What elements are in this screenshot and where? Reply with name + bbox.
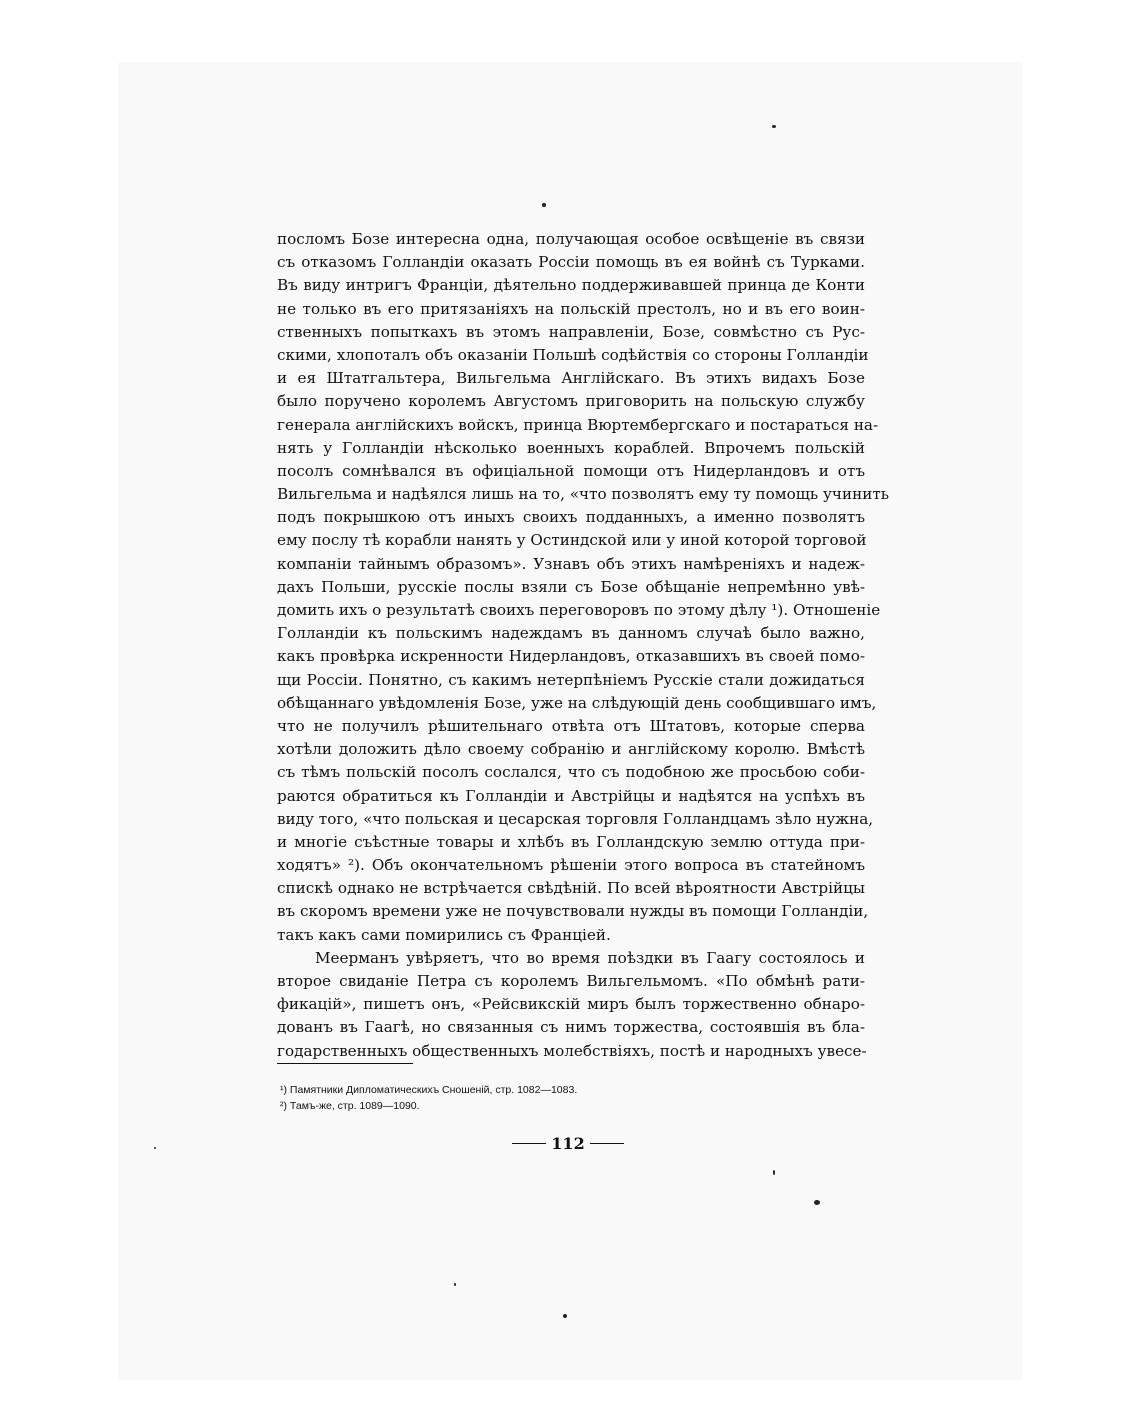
paragraph-first-line: Меерманъ увѣряетъ, что во время поѣздки въ Гаагу состоялось и xyxy=(315,948,865,967)
scan-speck xyxy=(154,1147,156,1149)
text-line: раются обратиться къ Голландіи и Австрійцы и надѣятся на успѣхъ въ xyxy=(277,786,865,805)
text-line: домить ихъ о результатѣ своихъ переговоровъ по этому дѣлу ¹). Отношеніе xyxy=(277,601,881,619)
scan-speck xyxy=(563,1314,567,1318)
scan-speck xyxy=(454,1283,456,1286)
text-line: съ тѣмъ польскій посолъ сослался, что съ подобною же просьбою соби- xyxy=(277,763,865,782)
text-line: такъ какъ сами помирились съ Франціей. xyxy=(277,925,611,944)
text-line: не только въ его притязаніяхъ на польскій престолъ, но и въ его воин- xyxy=(277,299,865,318)
text-line: спискѣ однако не встрѣчается свѣдѣній. По всей вѣроятности Австрійцы xyxy=(277,879,865,898)
text-line: нять у Голландіи нѣсколько военныхъ кораблей. Впрочемъ польскій xyxy=(277,438,865,457)
footnote-divider xyxy=(277,1063,413,1064)
text-line: въ скоромъ времени уже не почувствовали нужды въ помощи Голландіи, xyxy=(277,902,869,921)
page-number-value: 112 xyxy=(551,1133,585,1153)
text-line: и ея Штатгальтера, Вильгельма Англійскаго. Въ этихъ видахъ Бозе xyxy=(277,369,865,388)
text-line: второе свиданіе Петра съ королемъ Вильгельмомъ. «По обмѣнѣ рати- xyxy=(277,972,865,990)
text-line: какъ провѣрка искренности Нидерландовъ, отказавшихъ въ своей помо- xyxy=(277,647,865,666)
text-line: и многіе съѣстные товары и хлѣбъ въ Голландскую землю оттуда при- xyxy=(277,832,865,851)
text-line: Вильгельма и надѣялся лишь на то, «что позволятъ ему ту помощь учинить xyxy=(277,485,889,504)
text-line: что не получилъ рѣшительнаго отвѣта отъ Штатовъ, которые сперва xyxy=(277,716,865,735)
footnotes xyxy=(280,1082,680,1114)
text-line: Въ виду интригъ Франціи, дѣятельно поддерживавшей принца де Конти xyxy=(277,276,865,295)
text-line: дованъ въ Гаагѣ, но связанныя съ нимъ торжества, состоявшія въ бла- xyxy=(277,1018,865,1037)
text-line: годарственныхъ общественныхъ молебствіяхъ, постѣ и народныхъ увесе- xyxy=(277,1041,867,1060)
page-number-dash-right xyxy=(590,1143,624,1144)
scan-speck xyxy=(814,1200,820,1205)
text-line: ственныхъ попыткахъ въ этомъ направленіи, Бозе, совмѣстно съ Рус- xyxy=(277,322,865,341)
text-line: съ отказомъ Голландіи оказать Россіи помощь въ ея войнѣ съ Турками. xyxy=(277,253,865,272)
footnote: ²) Тамъ-же, стр. 1089—1090. xyxy=(280,1100,420,1112)
text-line: ему послу тѣ корабли нанять у Остиндской или у иной которой торговой xyxy=(277,531,867,550)
text-line: ходятъ» ²). Объ окончательномъ рѣшеніи этого вопроса въ статейномъ xyxy=(277,856,865,875)
text-line: виду того, «что польская и цесарская торговля Голландцамъ зѣло нужна, xyxy=(277,809,874,828)
text-line: посолъ сомнѣвался въ офиціальной помощи отъ Нидерландовъ и отъ xyxy=(277,461,865,480)
scan-speck xyxy=(773,1170,775,1175)
scan-speck xyxy=(772,125,776,128)
body-text xyxy=(277,228,889,1063)
text-line: посломъ Бозе интересна одна, получающая особое освѣщеніе въ связи xyxy=(277,230,865,248)
text-line: генерала англійскихъ войскъ, принца Вюртембергскаго и постараться на- xyxy=(277,415,879,434)
scan-speck xyxy=(542,203,546,207)
page-number-dash-left xyxy=(512,1143,546,1144)
text-line: компаніи тайнымъ образомъ». Узнавъ объ этихъ намѣреніяхъ и надеж- xyxy=(277,554,865,573)
footnote: ¹) Памятники Дипломатическихъ Сношеній, стр. 1082—1083. xyxy=(280,1084,578,1096)
text-line: скими, хлопоталъ объ оказаніи Польшѣ содѣйствія со стороны Голландіи xyxy=(277,345,869,364)
text-line: подъ покрышкою отъ иныхъ своихъ подданныхъ, а именно позволятъ xyxy=(277,508,865,527)
text-line: щи Россіи. Понятно, съ какимъ нетерпѣніемъ Русскіе стали дожидаться xyxy=(277,670,865,689)
text-line: обѣщаннаго увѣдомленія Бозе, уже на слѣдующій день сообщившаго имъ, xyxy=(277,693,877,712)
text-line: хотѣли доложить дѣло своему собранію и англійскому королю. Вмѣстѣ xyxy=(277,740,865,759)
text-line: Голландіи къ польскимъ надеждамъ въ данномъ случаѣ было важно, xyxy=(277,624,865,643)
text-line: фикацій», пишетъ онъ, «Рейсвикскій миръ былъ торжественно обнаро- xyxy=(277,995,865,1014)
page-number xyxy=(508,1131,628,1155)
text-line: было поручено королемъ Августомъ приговорить на польскую службу xyxy=(277,392,865,411)
text-line: дахъ Польши, русскіе послы взяли съ Бозе обѣщаніе непремѣнно увѣ- xyxy=(277,577,865,596)
